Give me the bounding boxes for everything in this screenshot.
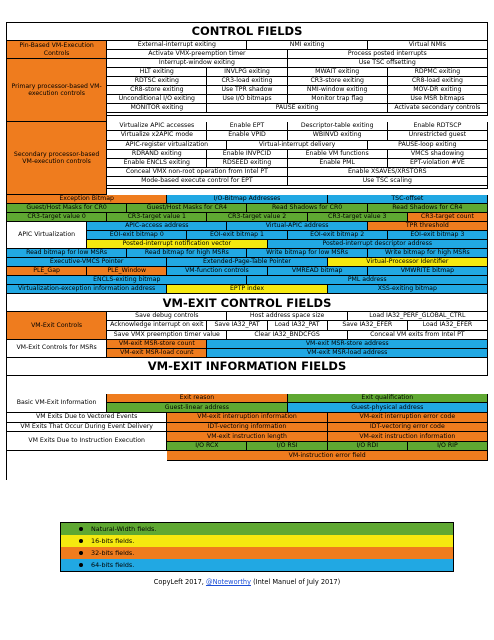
field: Guest-linear address (107, 403, 287, 413)
field: NMI exiting (247, 41, 367, 50)
field: Virtualize x2APIC mode (107, 131, 207, 140)
field: Exception Bitmap (7, 195, 167, 204)
field: VM-exit instruction information (328, 432, 488, 442)
field: Posted-interrupt descriptor address (268, 240, 488, 249)
field: VM-exit MSR-store count (107, 340, 207, 349)
field: WBINVD exiting (288, 131, 388, 140)
field: APIC-access address (87, 222, 227, 231)
field: Host address space size (227, 312, 347, 321)
field: Enable VM functions (288, 150, 388, 159)
field: VM-exit interruption error code (328, 413, 488, 423)
field: Use TSC offsetting (288, 59, 488, 68)
field: Acknowledge interrupt on exit (107, 321, 207, 330)
field: Enable ENCLS exiting (107, 159, 207, 168)
event-label: VM Exits That Occur During Event Delivery (7, 423, 167, 433)
exit-info-grid (6, 394, 488, 480)
field: Use I/O bitmaps (207, 95, 287, 104)
field: Read Shadows for CR0 (247, 204, 367, 213)
legend (60, 522, 454, 572)
field: Activate secondary controls (388, 104, 488, 113)
field: Enable RDTSCP (388, 122, 488, 131)
field: VMWRITE bitmap (368, 267, 488, 276)
field: Extended-Page-Table Pointer (167, 258, 327, 267)
field: Enable PML (288, 159, 388, 168)
field: CR3-load exiting (207, 77, 287, 86)
field: XSS-exiting bitmap (328, 285, 488, 294)
author-link[interactable]: @Noteworthy (205, 578, 251, 586)
field: Posted-interrupt notification vector (87, 240, 267, 249)
field: Save IA32_PAT (207, 321, 267, 330)
field: Executive-VMCS Pointer (7, 258, 167, 267)
control-fields-title: CONTROL FIELDS (6, 22, 488, 40)
field: TPR threshold (368, 222, 488, 231)
field: IDT-vectoring information (167, 423, 327, 433)
bullet-icon (79, 563, 83, 567)
legend-32bit (61, 547, 453, 559)
legend-label: 64-bits fields. (91, 561, 135, 569)
pin-based-label: Pin-Based VM-Execution Controls (7, 41, 107, 59)
field: External-interrupt exiting (107, 41, 247, 50)
field: Load IA32_PAT (268, 321, 328, 330)
exit-info-title: VM-EXIT INFORMATION FIELDS (7, 358, 488, 376)
field: Use TPR shadow (207, 86, 287, 95)
field: Mode-based execute control for EPT (107, 177, 287, 186)
field: EOI-exit bitmap 0 (87, 231, 187, 240)
field: Enable XSAVES/XRSTORS (288, 168, 488, 177)
legend-label: 16-bits fields. (91, 537, 135, 545)
field: CR3-target value 1 (107, 213, 207, 222)
field: MWAIT exiting (288, 68, 388, 77)
field: PLE_Window (87, 267, 167, 276)
field: RDSEED exiting (207, 159, 287, 168)
primary-label: Primary processor-based VM-execution controls (7, 59, 107, 122)
field: Read bitmap for low MSRs (7, 249, 127, 258)
field: VM-exit instruction length (167, 432, 327, 442)
legend-label: Natural-Width fields. (91, 525, 157, 533)
field: HLT exiting (107, 68, 207, 77)
field: CR3-target value 2 (207, 213, 307, 222)
field: MONITOR exiting (107, 104, 207, 113)
field: Read Shadows for CR4 (368, 204, 488, 213)
field: RDTSC exiting (107, 77, 207, 86)
field: Virtualization-exception information address (7, 285, 167, 294)
field: Use TSC scaling (288, 177, 488, 186)
field: Interrupt-window exiting (107, 59, 287, 68)
control-fields-grid (6, 40, 488, 394)
field: Virtual NMIs (368, 41, 488, 50)
bullet-icon (79, 539, 83, 543)
legend-label: 32-bits fields. (91, 549, 135, 557)
legend-64bit (61, 559, 453, 571)
footer (0, 578, 494, 586)
field: EOI-exit bitmap 2 (288, 231, 388, 240)
field: VM-function controls (167, 267, 267, 276)
field: RDPMC exiting (388, 68, 488, 77)
field: I/O-Bitmap Addresses (167, 195, 327, 204)
field: PAUSE exiting (207, 104, 387, 113)
field: CR8-store exiting (107, 86, 207, 95)
field: I/O RIP (408, 442, 488, 452)
exit-controls-label: VM-Exit Controls (7, 312, 107, 339)
field: EPTP index (167, 285, 327, 294)
footer-suffix: (Intel Manuel of July 2017) (251, 578, 341, 586)
field: VMCS shadowing (388, 150, 488, 159)
field: Conceal VM exits from Intel PT (348, 331, 488, 340)
field: Guest/Host Masks for CR4 (127, 204, 247, 213)
field: PAUSE-loop exiting (368, 141, 488, 150)
field: Virtual-Processor Identifier (328, 258, 488, 267)
bullet-icon (79, 527, 83, 531)
footer-prefix: CopyLeft 2017, (153, 578, 206, 586)
field: Clear IA32_BNDCFGS (227, 331, 347, 340)
field: Exit qualification (288, 394, 488, 404)
field: VM-exit MSR-store address (207, 340, 488, 349)
field: Read bitmap for high MSRs (127, 249, 247, 258)
field: Save VMX preemption timer value (107, 331, 227, 340)
field: I/O RDI (328, 442, 408, 452)
field: Unconditional I/O exiting (107, 95, 207, 104)
field: Write bitmap for high MSRs (368, 249, 488, 258)
field: INVLPG exiting (207, 68, 287, 77)
spacer (107, 113, 488, 116)
field: Virtualize APIC accesses (107, 122, 207, 131)
field: I/O RSI (247, 442, 327, 452)
vmcs-sheet (6, 22, 488, 480)
field: ENCLS-exiting bitmap (7, 276, 247, 285)
field: CR8-load exiting (388, 77, 488, 86)
field: CR3-store exiting (288, 77, 388, 86)
field: Save debug controls (107, 312, 227, 321)
exit-msrs-label: VM-Exit Controls for MSRs (7, 340, 107, 358)
apic-virtualization-label: APIC Virtualization (7, 222, 87, 249)
secondary-label: Secondary processor-based VM-execution controls (7, 122, 107, 194)
field: Enable EPT (207, 122, 287, 131)
field: RDRAND exiting (107, 150, 207, 159)
field: Load IA32_PERF_GLOBAL_CTRL (348, 312, 488, 321)
field: VM-exit MSR-load address (207, 349, 488, 358)
field: Monitor trap flag (288, 95, 388, 104)
field: Descriptor-table exiting (288, 122, 388, 131)
field: Enable VPID (207, 131, 287, 140)
legend-16bit (61, 535, 453, 547)
field: Unrestricted guest (388, 131, 488, 140)
field: TSC-offset (328, 195, 488, 204)
field: Guest/Host Masks for CR0 (7, 204, 127, 213)
field: IDT-vectoring error code (328, 423, 488, 433)
field: CR3-target count (408, 213, 488, 222)
field: Save IA32_EFER (328, 321, 408, 330)
field: VM-instruction error field (167, 451, 488, 461)
vectored-label: VM Exits Due to Vectored Events (7, 413, 167, 423)
field: CR3-target value 0 (7, 213, 107, 222)
field: Use MSR bitmaps (388, 95, 488, 104)
exit-control-title: VM-EXIT CONTROL FIELDS (7, 294, 488, 312)
field: CR3-target value 3 (308, 213, 408, 222)
field: MOV-DR exiting (388, 86, 488, 95)
field: I/O RCX (167, 442, 247, 452)
field: Guest-physical address (288, 403, 488, 413)
field: Activate VMX-preemption timer (107, 50, 287, 59)
field: EOI-exit bitmap 3 (388, 231, 488, 240)
field: EOI-exit bitmap 1 (187, 231, 287, 240)
field: APIC-register virtualization (107, 141, 227, 150)
field: PLE_Gap (7, 267, 87, 276)
field: Conceal VMX non-root operation from Intel PT (107, 168, 287, 177)
spacer (107, 186, 488, 189)
field: EPT-violation #VE (388, 159, 488, 168)
field: Enable INVPCID (207, 150, 287, 159)
bullet-icon (79, 551, 83, 555)
field: Virtual-APIC address (227, 222, 367, 231)
field: VM-exit MSR-load count (107, 349, 207, 358)
field: NMI-window exiting (288, 86, 388, 95)
field: VMREAD bitmap (268, 267, 368, 276)
field: Exit reason (107, 394, 287, 404)
field: PML address (247, 276, 488, 285)
field: Load IA32_EFER (408, 321, 488, 330)
field: Virtual-interrupt delivery (227, 141, 367, 150)
field: Process posted interrupts (288, 50, 488, 59)
field: Write bitmap for low MSRs (247, 249, 367, 258)
field: VM-exit interruption information (167, 413, 327, 423)
basic-info-label: Basic VM-Exit Information (7, 394, 107, 413)
instr-label: VM Exits Due to Instruction Execution (7, 432, 167, 451)
legend-natural (61, 523, 453, 535)
